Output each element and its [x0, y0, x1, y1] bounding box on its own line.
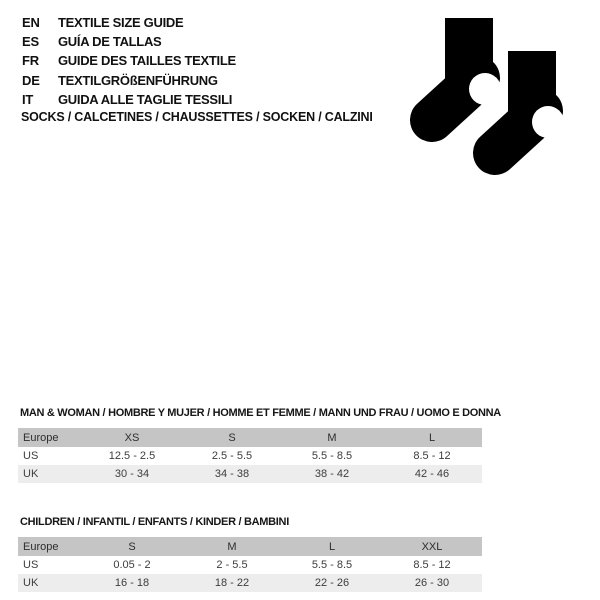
column-header-size: M: [182, 537, 282, 556]
language-code: IT: [22, 91, 34, 107]
row-label: UK: [18, 574, 82, 592]
table-row-us: [18, 556, 482, 574]
language-row: [22, 32, 236, 51]
row-label: US: [23, 450, 39, 462]
size-table-section-children: [18, 516, 482, 592]
size-value: 38 - 42: [282, 465, 382, 483]
size-value: 2 - 5.5: [216, 559, 248, 571]
socks-icon: [405, 15, 570, 180]
row-label: UK: [18, 465, 82, 483]
size-value: 8.5 - 12: [413, 559, 451, 571]
size-value: 22 - 26: [282, 574, 382, 592]
size-table-children: [18, 537, 482, 592]
size-value: 5.5 - 8.5: [311, 450, 353, 462]
size-table-man-woman: [18, 428, 482, 483]
language-row: [22, 71, 236, 90]
size-value: 18 - 22: [182, 574, 282, 592]
size-value: 12.5 - 2.5: [108, 450, 156, 462]
table-title: CHILDREN / INFANTIL / ENFANTS / KINDER / BAMBINI: [20, 516, 289, 528]
size-value: 0.05 - 2: [113, 559, 151, 571]
language-row: [22, 13, 236, 32]
language-code: ES: [22, 34, 39, 50]
table-row-uk: [18, 465, 482, 483]
size-table-section-man-woman: [18, 407, 501, 483]
language-label: GUIDA ALLE TAGLIE TESSILI: [58, 91, 233, 107]
size-value: 26 - 30: [382, 574, 482, 592]
language-code: DE: [22, 72, 40, 88]
size-value: 8.5 - 12: [413, 450, 451, 462]
column-header-size: L: [382, 428, 482, 447]
language-code: FR: [22, 53, 39, 69]
language-row: [22, 51, 236, 70]
column-header-size: L: [282, 537, 382, 556]
table-row-us: [18, 447, 482, 465]
size-value: 16 - 18: [82, 574, 182, 592]
size-value: 30 - 34: [82, 465, 182, 483]
language-label: TEXTILGRÖßENFÜHRUNG: [58, 72, 218, 88]
size-value: 5.5 - 8.5: [311, 559, 353, 571]
language-label: TEXTILE SIZE GUIDE: [58, 15, 184, 31]
language-label: GUIDE DES TAILLES TEXTILE: [58, 53, 236, 69]
size-value: 2.5 - 5.5: [211, 450, 253, 462]
column-header-size: XS: [82, 428, 182, 447]
column-header-size: XXL: [382, 537, 482, 556]
language-list: [22, 13, 236, 109]
table-title: MAN & WOMAN / HOMBRE Y MUJER / HOMME ET FEMME / MANN UND FRAU / UOMO E DONNA: [20, 407, 501, 419]
table-header-row: [18, 537, 482, 556]
size-value: 42 - 46: [382, 465, 482, 483]
size-value: 34 - 38: [182, 465, 282, 483]
row-label: US: [23, 559, 39, 571]
table-header-row: [18, 428, 482, 447]
language-label: GUÍA DE TALLAS: [58, 34, 162, 50]
language-row: [22, 90, 236, 109]
category-title: SOCKS / CALCETINES / CHAUSSETTES / SOCKEN / CALZINI: [21, 110, 373, 124]
column-header-region: Europe: [18, 537, 82, 556]
column-header-size: S: [182, 428, 282, 447]
column-header-size: M: [282, 428, 382, 447]
table-row-uk: [18, 574, 482, 592]
language-code: EN: [22, 15, 40, 31]
column-header-region: Europe: [18, 428, 82, 447]
column-header-size: S: [82, 537, 182, 556]
